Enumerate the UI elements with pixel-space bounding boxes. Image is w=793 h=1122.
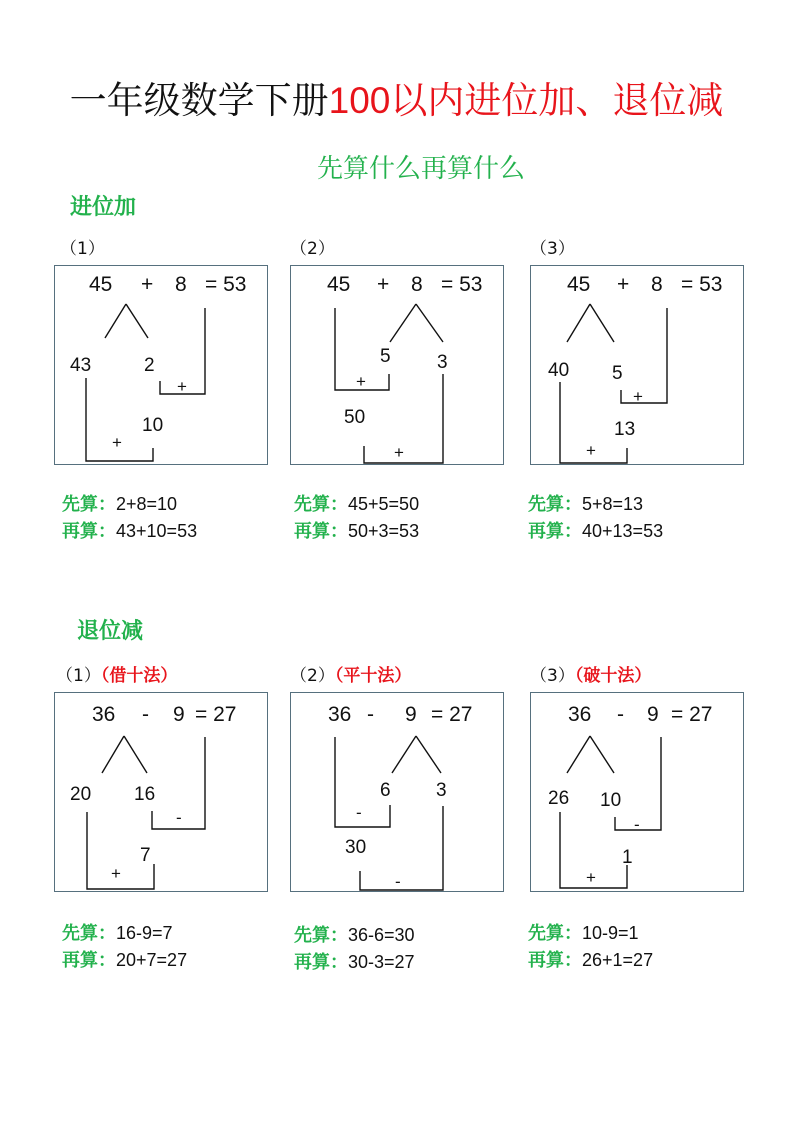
- outer-op: +: [586, 868, 596, 887]
- inner-op: -: [634, 815, 640, 834]
- first-step: 先算：2+8=10: [62, 494, 178, 515]
- calc-steps: [62, 491, 197, 545]
- outer-op: +: [111, 864, 121, 883]
- then-step: 再算：26+1=27: [528, 950, 654, 971]
- expr-a: 45: [89, 273, 113, 296]
- expr-op: +: [617, 273, 630, 296]
- outer-op: +: [586, 441, 596, 460]
- problem-index: （1）（借十法）: [56, 666, 178, 686]
- expr-b: 8: [651, 273, 663, 296]
- outer-op: +: [112, 433, 122, 452]
- mid-value: 50: [344, 407, 366, 428]
- inner-op: -: [356, 803, 362, 822]
- expr-op: -: [367, 703, 374, 726]
- split-diagram: [291, 266, 505, 466]
- expr-op: +: [141, 273, 154, 296]
- split-diagram: [55, 266, 269, 466]
- inner-op: +: [633, 387, 643, 406]
- split-diagram: [531, 266, 745, 466]
- split-left: 5: [380, 346, 391, 367]
- mid-value: 30: [345, 837, 367, 858]
- expr-result: = 53: [681, 273, 723, 296]
- expr-result: = 53: [205, 273, 247, 296]
- split-right: 10: [600, 790, 622, 811]
- expr-a: 45: [327, 273, 351, 296]
- mid-value: 7: [140, 845, 151, 866]
- expr-result: = 27: [431, 703, 473, 726]
- problem-index: （2）（平十法）: [290, 666, 412, 686]
- first-step: 先算：10-9=1: [528, 923, 639, 944]
- inner-op: -: [176, 808, 182, 827]
- expr-b: 9: [647, 703, 659, 726]
- expr-result: = 27: [195, 703, 237, 726]
- diagram-lines: [335, 736, 443, 890]
- expr-a: 45: [567, 273, 591, 296]
- expr-a: 36: [92, 703, 116, 726]
- first-step: 先算：5+8=13: [528, 494, 644, 515]
- calc-steps: [528, 491, 663, 545]
- diagram-lines: [335, 304, 443, 463]
- inner-op: +: [177, 377, 187, 396]
- first-step: 先算：16-9=7: [62, 923, 173, 944]
- split-right: 16: [134, 784, 156, 805]
- diagram-lines: [560, 736, 661, 888]
- method-label: （借十法）: [100, 666, 178, 686]
- split-right: 3: [436, 780, 447, 801]
- section-heading-subtraction: 退位减: [77, 619, 144, 644]
- split-diagram: [531, 693, 745, 893]
- diagram-lines: [86, 304, 205, 461]
- expr-result-b: 9: [173, 703, 185, 726]
- title-part-number: 100: [328, 80, 391, 121]
- calc-steps: [528, 920, 653, 974]
- split-diagram-box: [54, 265, 268, 465]
- then-step: 再算：43+10=53: [62, 521, 198, 542]
- split-right: 3: [437, 352, 448, 373]
- expr-op: -: [142, 703, 149, 726]
- split-diagram-box: [530, 692, 744, 892]
- problem-index: （1）: [60, 239, 105, 259]
- expr-b: 8: [411, 273, 423, 296]
- first-step: 先算：36-6=30: [294, 925, 415, 946]
- mid-value: 10: [142, 415, 164, 436]
- split-diagram-box: [290, 692, 504, 892]
- split-left: 43: [70, 355, 92, 376]
- first-step: 先算：45+5=50: [294, 494, 420, 515]
- calc-steps: [294, 922, 415, 976]
- expr-b: 9: [405, 703, 417, 726]
- outer-op: -: [395, 872, 401, 891]
- outer-op: +: [394, 443, 404, 462]
- then-step: 再算：40+13=53: [528, 521, 664, 542]
- method-label: （破十法）: [574, 666, 652, 686]
- mid-value: 13: [614, 419, 636, 440]
- mid-value: 1: [622, 847, 633, 868]
- problem-index: （3）: [530, 239, 575, 259]
- calc-steps: [294, 491, 419, 545]
- inner-op: +: [356, 372, 366, 391]
- page-title: [0, 78, 793, 124]
- method-label: （平十法）: [334, 666, 412, 686]
- page-subtitle: 先算什么再算什么: [316, 154, 525, 184]
- split-diagram-box: [290, 265, 504, 465]
- problem-index: （3）（破十法）: [530, 666, 652, 686]
- title-part-grade: 一年级数学下册: [69, 79, 329, 122]
- problem-index: （2）: [290, 239, 335, 259]
- expr-result: = 53: [441, 273, 483, 296]
- expr-a: 36: [328, 703, 352, 726]
- then-step: 再算：30-3=27: [294, 952, 415, 973]
- split-diagram: [55, 693, 269, 893]
- section-heading-addition: 进位加: [70, 195, 137, 220]
- split-left: 20: [70, 784, 92, 805]
- split-diagram-box: [530, 265, 744, 465]
- expr-a: 36: [568, 703, 592, 726]
- expr-result: = 27: [671, 703, 713, 726]
- split-left: 26: [548, 788, 570, 809]
- diagram-lines: [87, 736, 205, 889]
- split-left: 6: [380, 780, 391, 801]
- expr-op: +: [377, 273, 390, 296]
- then-step: 再算：50+3=53: [294, 521, 420, 542]
- then-step: 再算：20+7=27: [62, 950, 188, 971]
- split-diagram: [291, 693, 505, 893]
- title-part-topic: 以内进位加、退位减: [390, 79, 724, 122]
- split-left: 40: [548, 360, 570, 381]
- split-right: 5: [612, 363, 623, 384]
- split-right: 2: [144, 355, 155, 376]
- calc-steps: [62, 920, 187, 974]
- expr-op: -: [617, 703, 624, 726]
- split-diagram-box: [54, 692, 268, 892]
- expr-b: 8: [175, 273, 187, 296]
